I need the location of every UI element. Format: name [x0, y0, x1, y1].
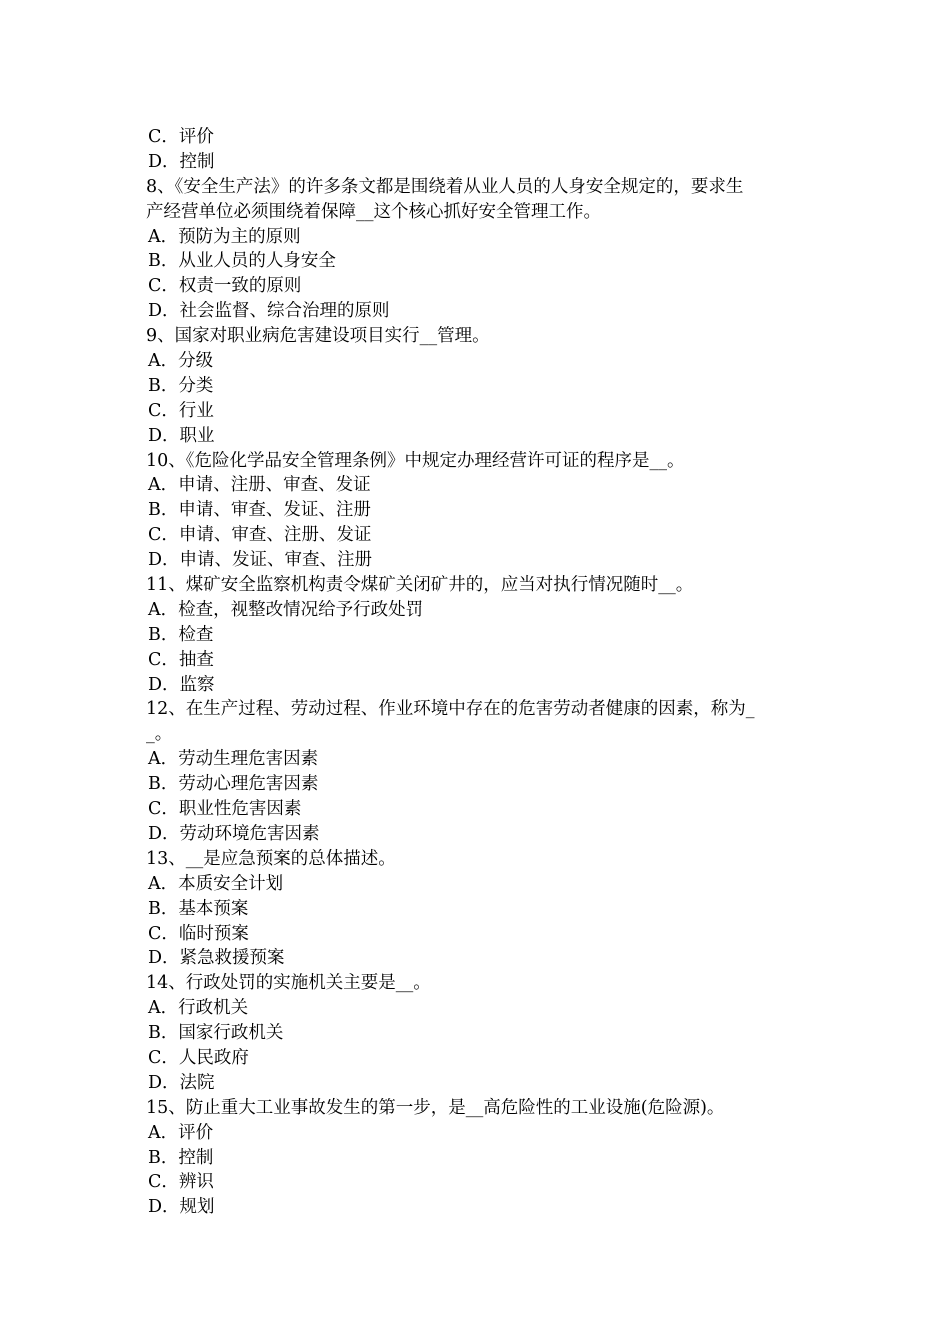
answer-option-line: D．监察: [148, 674, 215, 695]
answer-option-line: C．人民政府: [148, 1047, 249, 1068]
answer-option-line: B．分类: [148, 375, 214, 396]
question-text-line: _。: [146, 724, 173, 745]
answer-option-line: C．申请、审查、注册、发证: [148, 525, 372, 546]
answer-option-line: A．预防为主的原则: [148, 226, 301, 247]
answer-option-line: D．规划: [148, 1197, 215, 1218]
answer-option-line: C．抽查: [148, 649, 214, 670]
question-text-line: 8、《安全生产法》的许多条文都是围绕着从业人员的人身安全规定的，要求生: [146, 176, 744, 197]
answer-option-line: A．本质安全计划: [148, 873, 284, 894]
answer-option-line: B．从业人员的人身安全: [148, 251, 336, 272]
answer-option-line: C．辨识: [148, 1172, 214, 1193]
question-text-line: 11、煤矿安全监察机构责令煤矿关闭矿井的，应当对执行情况随时__。: [146, 575, 694, 596]
answer-option-line: D．申请、发证、审查、注册: [148, 550, 373, 571]
answer-option-line: D．紧急救援预案: [148, 948, 285, 969]
answer-option-line: A．检查，视整改情况给予行政处罚: [148, 599, 424, 620]
answer-option-line: B．申请、审查、发证、注册: [148, 500, 371, 521]
answer-option-line: A．行政机关: [148, 998, 249, 1019]
answer-option-line: B．劳动心理危害因素: [148, 774, 319, 795]
answer-option-line: A．劳动生理危害因素: [148, 749, 319, 770]
answer-option-line: B．控制: [148, 1147, 214, 1168]
answer-option-line: C．职业性危害因素: [148, 799, 302, 820]
answer-option-line: C．临时预案: [148, 923, 249, 944]
answer-option-line: C．权责一致的原则: [148, 276, 302, 297]
answer-option-line: B．检查: [148, 624, 214, 645]
answer-option-line: B．国家行政机关: [148, 1023, 284, 1044]
answer-option-line: D．控制: [148, 151, 215, 172]
answer-option-line: B．基本预案: [148, 898, 249, 919]
answer-option-line: A．分级: [148, 351, 214, 372]
answer-option-line: D．劳动环境危害因素: [148, 823, 320, 844]
question-text-line: 9、国家对职业病危害建设项目实行__管理。: [146, 326, 490, 347]
question-text-line: 15、防止重大工业事故发生的第一步，是__高危险性的工业设施(危险源)。: [146, 1097, 725, 1118]
question-text-line: 13、__是应急预案的总体描述。: [146, 848, 396, 869]
answer-option-line: D．职业: [148, 425, 215, 446]
exam-text-body: [146, 125, 816, 1220]
question-text-line: 12、在生产过程、劳动过程、作业环境中存在的危害劳动者健康的因素，称为_: [146, 699, 755, 720]
answer-option-line: A．评价: [148, 1122, 214, 1143]
answer-option-line: D．社会监督、综合治理的原则: [148, 301, 390, 322]
answer-option-line: C．行业: [148, 400, 214, 421]
question-text-line: 产经营单位必须围绕着保障__这个核心抓好安全管理工作。: [146, 201, 601, 222]
question-text-line: 14、行政处罚的实施机关主要是__。: [146, 973, 431, 994]
answer-option-line: C．评价: [148, 127, 214, 147]
answer-option-line: A．申请、注册、审查、发证: [148, 475, 371, 496]
question-text-line: 10、《危险化学品安全管理条例》中规定办理经营许可证的程序是__。: [146, 450, 685, 471]
answer-option-line: D．法院: [148, 1072, 215, 1093]
